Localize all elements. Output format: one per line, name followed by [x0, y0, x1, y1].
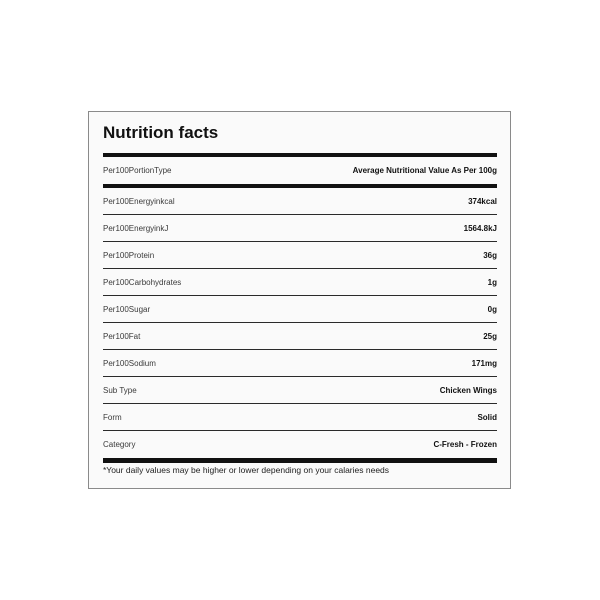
table-header-row [103, 157, 497, 184]
table-row-sub-type [103, 377, 497, 404]
table-row-form [103, 404, 497, 431]
panel-title: Nutrition facts [103, 123, 219, 142]
table-row-energy-kcal [103, 188, 497, 215]
table-row-protein [103, 242, 497, 269]
row-label: Category [103, 440, 136, 449]
nutrition-facts-panel [88, 111, 511, 489]
bottom-divider [103, 458, 497, 463]
row-label: Per100Sodium [103, 358, 156, 368]
table-row-sodium [103, 350, 497, 377]
row-value: 1564.8kJ [463, 223, 497, 233]
row-value: 1g [487, 277, 497, 287]
row-label: Sub Type [103, 385, 137, 395]
row-label: Form [103, 412, 122, 422]
table-row-fat [103, 323, 497, 350]
header-label: Per100PortionType [103, 166, 172, 175]
row-label: Per100Fat [103, 331, 141, 341]
row-value: 0g [487, 304, 497, 314]
row-value: 374kcal [468, 196, 497, 206]
row-label: Per100Protein [103, 250, 155, 260]
row-label: Per100Energyinkcal [103, 196, 175, 206]
row-label: Per100Sugar [103, 304, 151, 314]
row-value: C-Fresh - Frozen [433, 440, 497, 449]
table-row-energy-kj [103, 215, 497, 242]
row-label: Per100EnergyinkJ [103, 223, 169, 233]
table-row-carbohydrates [103, 269, 497, 296]
footnote: *Your daily values may be higher or lower depending on your calaries needs [103, 465, 390, 475]
row-value: Solid [477, 412, 497, 422]
row-value: 36g [483, 250, 497, 260]
row-value: Chicken Wings [439, 385, 497, 395]
row-value: 171mg [471, 358, 497, 368]
row-value: 25g [483, 331, 497, 341]
header-value: Average Nutritional Value As Per 100g [352, 166, 497, 175]
nutrition-table [103, 153, 497, 463]
table-row-category [103, 431, 497, 458]
row-label: Per100Carbohydrates [103, 277, 182, 287]
table-row-sugar [103, 296, 497, 323]
